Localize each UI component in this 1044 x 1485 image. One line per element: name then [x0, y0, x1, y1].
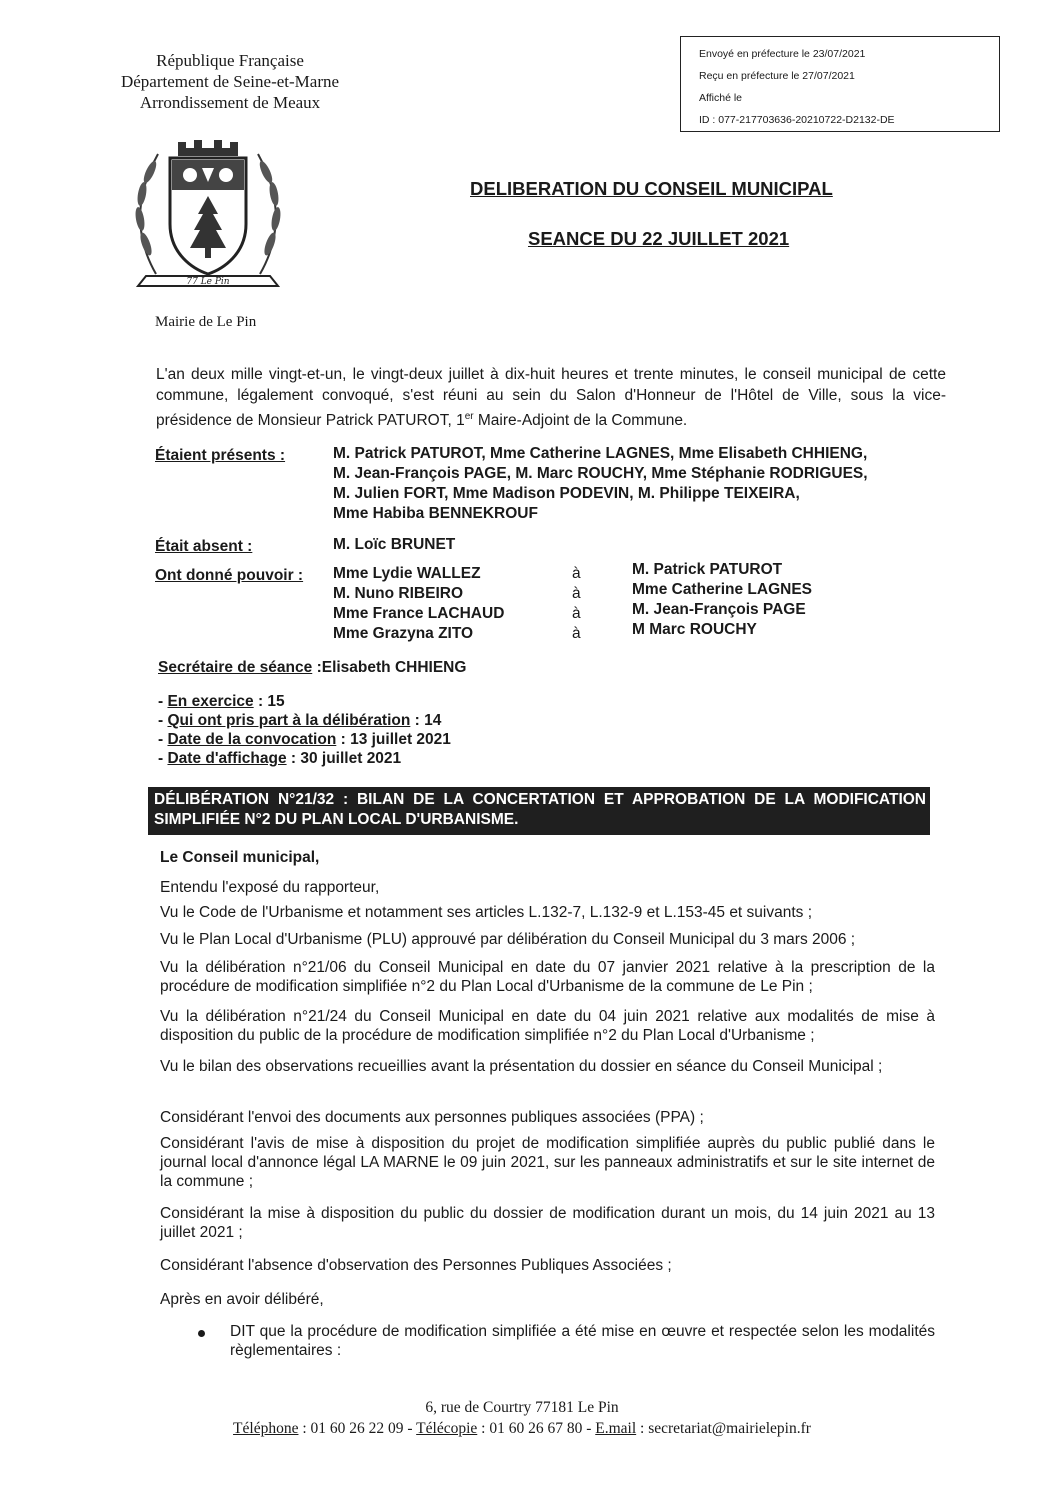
- prefecture-stamp: [680, 36, 1000, 132]
- present-line: M. Patrick PATUROT, Mme Catherine LAGNES, Mme Elisabeth CHHIENG,: [333, 445, 868, 462]
- body-p9: Considérant la mise à disposition du public du dossier de modification durant un mois, du 14 juin 2021 au 13 juillet 2021 ;: [160, 1205, 935, 1241]
- proxy-sep-list: [572, 564, 581, 644]
- proxy-to: M. Patrick PATUROT: [632, 561, 783, 578]
- proxy-sep: à: [572, 605, 581, 622]
- absent-label: Était absent :: [155, 538, 253, 555]
- stat-label: Qui ont pris part à la délibération: [167, 712, 411, 729]
- intro-text-end: Maire-Adjoint de la Commune.: [473, 412, 688, 430]
- footer-fax: : 01 60 26 67 80 -: [477, 1420, 596, 1437]
- stat-label: Date de la convocation: [167, 731, 337, 748]
- body-p1: Entendu l'exposé du rapporteur,: [160, 879, 380, 896]
- document-title: DELIBERATION DU CONSEIL MUNICIPAL: [470, 178, 833, 199]
- body-p3: Vu le Plan Local d'Urbanisme (PLU) approuvé par délibération du Conseil Municipal du 3 mars 2006 ;: [160, 931, 856, 948]
- proxy-to: M Marc ROUCHY: [632, 621, 757, 638]
- footer-phone-label: Téléphone: [233, 1420, 299, 1437]
- body-p4: Vu la délibération n°21/06 du Conseil Municipal en date du 07 janvier 2021 relative à la prescription de la procédure de modification simplifiée n°2 du Plan Local d'Urbanisme de la commune de Le Pin ;: [160, 959, 935, 995]
- body-p8: Considérant l'avis de mise à disposition du projet de modification simplifiée auprès du public publié dans le journal local d'annonce légal LA MARNE le 09 juin 2021, sur les panneaux administratifs et sur le site internet de la commune ;: [160, 1135, 935, 1190]
- proxy-sep: à: [572, 625, 581, 642]
- arrondissement-line: Arrondissement de Meaux: [139, 93, 321, 112]
- intro-paragraph: [156, 364, 946, 431]
- proxy-label: Ont donné pouvoir :: [155, 567, 304, 584]
- republic-line: République Française: [156, 51, 304, 70]
- intro-sup: er: [464, 411, 474, 422]
- proxy-to: M. Jean-François PAGE: [632, 601, 806, 618]
- mairie-name: Mairie de Le Pin: [155, 314, 257, 330]
- stat-value: : 13 juillet 2021: [340, 731, 451, 748]
- stat-value: : 14: [414, 712, 442, 729]
- stamp-posted: Affiché le: [699, 92, 742, 104]
- stat-item: - Date d'affichage : 30 juillet 2021: [158, 750, 402, 767]
- intro-text: L'an deux mille vingt-et-un, le vingt-deux juillet à dix-huit heures et trente minutes, le conseil municipal de cette commune, légalement convoqué, s'est réuni au sein du Salon d'Honneur de l'Hôtel de Ville, sous la vice-présidence de Monsieur Patrick PATUROT, 1: [156, 366, 946, 430]
- present-line: M. Julien FORT, Mme Madison PODEVIN, M. Philippe TEIXEIRA,: [333, 485, 800, 502]
- stat-item: - Qui ont pris part à la délibération : 14: [158, 712, 442, 729]
- council-heading: Le Conseil municipal,: [160, 849, 320, 866]
- stat-value: : 30 juillet 2021: [290, 750, 402, 767]
- stat-label: Date d'affichage: [167, 750, 287, 767]
- secretary-line: [158, 659, 466, 677]
- proxy-from: Mme France LACHAUD: [333, 605, 505, 622]
- town-crest-logo: [128, 134, 288, 299]
- department-line: Département de Seine-et-Marne: [120, 72, 340, 91]
- crest-banner-text: 77 Le Pin: [186, 277, 230, 287]
- body-p5: Vu la délibération n°21/24 du Conseil Municipal en date du 04 juin 2021 relative aux modalités de mise à disposition du public de la procédure de modification simplifiée n°2 du Plan Local d'Urbanisme ;: [160, 1008, 935, 1044]
- present-line: Mme Habiba BENNEKROUF: [333, 505, 538, 522]
- stats-list: [158, 692, 451, 768]
- present-line: M. Jean-François PAGE, M. Marc ROUCHY, Mme Stéphanie RODRIGUES,: [333, 465, 868, 482]
- proxy-from-list: [333, 564, 504, 644]
- stamp-received: Reçu en préfecture le 27/07/2021: [699, 70, 855, 82]
- stat-item: - En exercice : 15: [158, 693, 285, 710]
- proxy-sep: à: [572, 585, 581, 602]
- republic-header: [100, 50, 360, 113]
- proxy-from: Mme Lydie WALLEZ: [333, 565, 481, 582]
- secretary-label: Secrétaire de séance: [158, 659, 313, 676]
- proxy-to: Mme Catherine LAGNES: [632, 581, 813, 598]
- footer-email: : secretariat@mairielepin.fr: [636, 1420, 811, 1437]
- body-p10: Considérant l'absence d'observation des Personnes Publiques Associées ;: [160, 1257, 672, 1274]
- secretary-value: :Elisabeth CHHIENG: [316, 659, 467, 676]
- body-bullet-1: DIT que la procédure de modification simplifiée a été mise en œuvre et respectée selon les modalités règlementaires :: [230, 1323, 935, 1359]
- proxy-from: Mme Grazyna ZITO: [333, 625, 474, 642]
- body-p2: Vu le Code de l'Urbanisme et notamment ses articles L.132-7, L.132-9 et L.153-45 et suivants ;: [160, 904, 813, 921]
- proxy-sep: à: [572, 565, 581, 582]
- stamp-id: ID : 077-217703636-20210722-D2132-DE: [699, 114, 895, 126]
- stamp-sent: Envoyé en préfecture le 23/07/2021: [699, 48, 866, 60]
- body-p6: Vu le bilan des observations recueillies avant la présentation du dossier en séance du Conseil Municipal ;: [160, 1058, 883, 1075]
- proxy-from: M. Nuno RIBEIRO: [333, 585, 464, 602]
- stat-item: - Date de la convocation : 13 juillet 2021: [158, 731, 451, 748]
- footer-phone: : 01 60 26 22 09 -: [298, 1420, 417, 1437]
- stat-value: : 15: [257, 693, 285, 710]
- present-label: Étaient présents :: [155, 447, 286, 464]
- absent-value: M. Loïc BRUNET: [333, 536, 456, 553]
- footer-fax-label: Télécopie: [416, 1420, 478, 1437]
- body-p7: Considérant l'envoi des documents aux personnes publiques associées (PPA) ;: [160, 1109, 704, 1126]
- deliberation-heading: DÉLIBÉRATION N°21/32 : BILAN DE LA CONCERTATION ET APPROBATION DE LA MODIFICATION SIMPLIFIÉE N°2 DU PLAN LOCAL D'URBANISME.: [148, 787, 930, 835]
- footer-contact: [0, 1420, 1044, 1438]
- body-p11: Après en avoir délibéré,: [160, 1291, 324, 1308]
- footer-email-label: E.mail: [595, 1420, 637, 1437]
- present-list: [333, 444, 868, 524]
- session-title: SEANCE DU 22 JUILLET 2021: [528, 228, 790, 249]
- proxy-to-list: [632, 560, 812, 640]
- footer-address: 6, rue de Courtry 77181 Le Pin: [425, 1399, 619, 1416]
- bullet-dot: [198, 1330, 205, 1337]
- stat-label: En exercice: [167, 693, 254, 710]
